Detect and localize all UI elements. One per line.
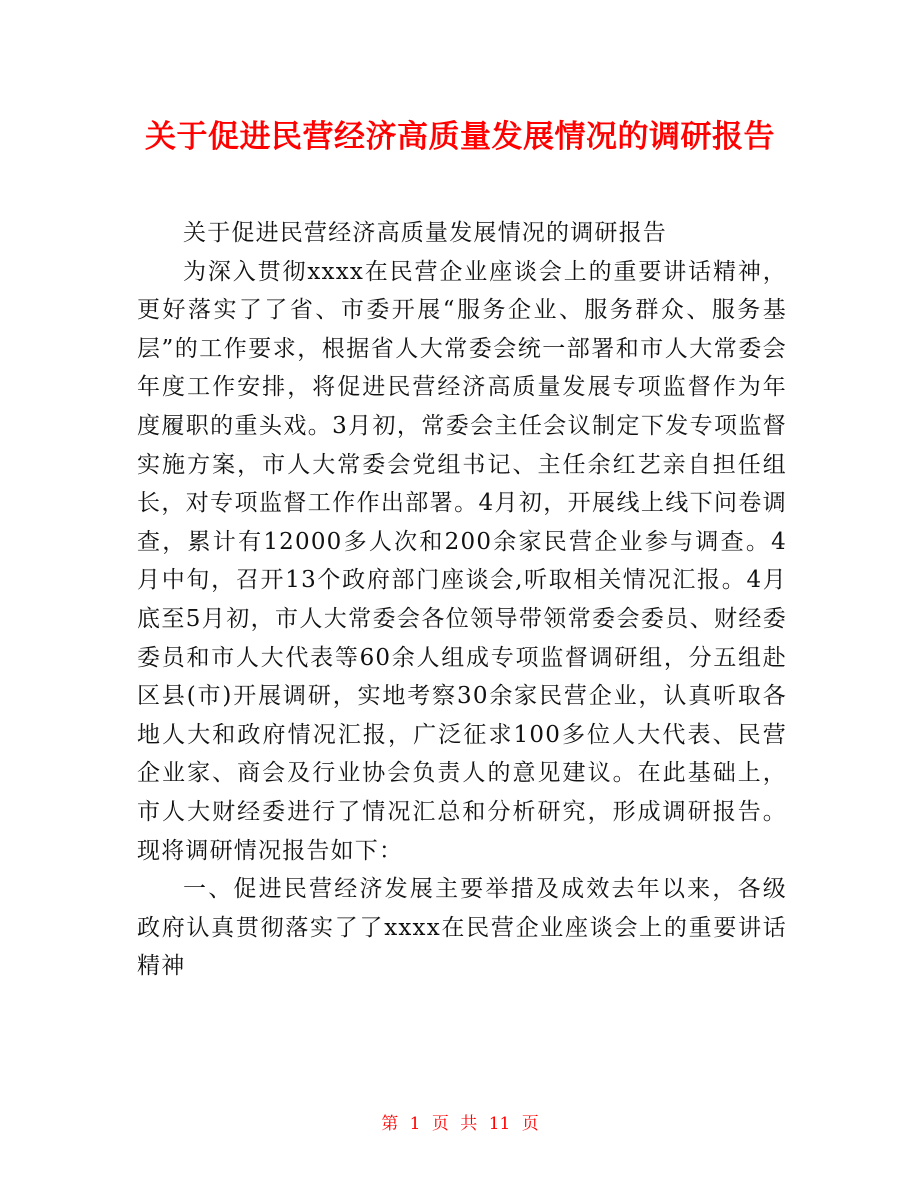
- document-title: 关于促进民营经济高质量发展情况的调研报告: [145, 119, 775, 155]
- page-number-footer: 第 1 页 共 11 页: [381, 1114, 539, 1134]
- document-body: [137, 214, 787, 986]
- paragraph-intro: 为深入贯彻xxxx在民营企业座谈会上的重要讲话精神，更好落实了了省、市委开展“服务企业、服务群众、服务基层”的工作要求，根据省人大常委会统一部署和市人大常委会年度工作安排，将促进民营经济高质量发展专项监督作为年度履职的重头戏。3月初，常委会主任会议制定下发专项监督实施方案，市人大常委会党组书记、主任余红艺亲自担任组长，对专项监督工作作出部署。4月初，开展线上线下问卷调查，累计有12000多人次和200余家民营企业参与调查。4月中旬，召开13个政府部门座谈会,听取相关情况汇报。4月底至5月初，市人大常委会各位领导带领常委会委员、财经委委员和市人大代表等60余人组成专项监督调研组，分五组赴区县(市)开展调研，实地考察30余家民营企业，认真听取各地人大和政府情况汇报，广泛征求100多位人大代表、民营企业家、商会及行业协会负责人的意见建议。在此基础上，市人大财经委进行了情况汇总和分析研究，形成调研报告。现将调研情况报告如下：: [137, 258, 787, 864]
- paragraph-section-one: 一、促进民营经济发展主要举措及成效去年以来，各级政府认真贯彻落实了了xxxx在民营企业座谈会上的重要讲话精神: [137, 876, 787, 980]
- paragraph-subtitle: 关于促进民营经济高质量发展情况的调研报告: [183, 220, 667, 246]
